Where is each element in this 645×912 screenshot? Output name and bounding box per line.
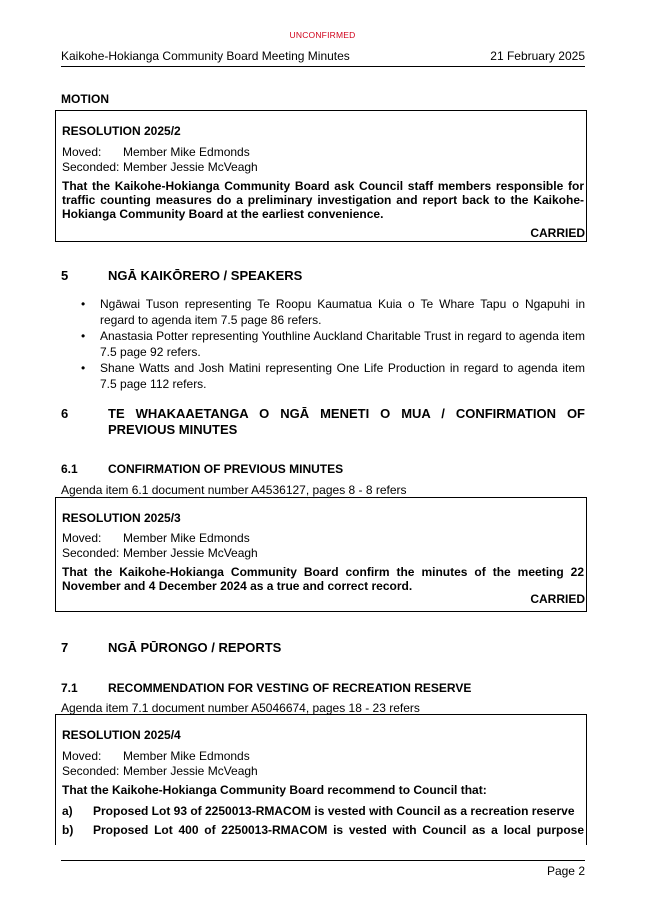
subsection-number: 7.1 [61,681,78,695]
list-item-text: Anastasia Potter representing Youthline Auckland Charitable Trust in regard to agenda item 7.5 page 92 refers. [100,329,585,359]
seconded-row [62,160,258,174]
list-item [61,360,585,392]
moved-row [62,749,250,763]
seconded-label: Seconded: [62,546,120,560]
resolution-text: That the Kaikohe-Hokianga Community Board ask Council staff members responsible for traffic counting measures do a preliminary investigation and report back to the Kaikohe-Hokianga Community Board at the earliest convenience. [62,179,584,221]
moved-by: Member Mike Edmonds [123,531,250,545]
moved-label: Moved: [62,531,102,545]
meeting-date: 21 February 2025 [490,49,585,63]
item-key: a) [62,804,73,818]
agenda-reference: Agenda item 7.1 document number A5046674, pages 18 - 23 refers [61,701,420,715]
resolution-text: That the Kaikohe-Hokianga Community Board confirm the minutes of the meeting 22 November and 4 December 2024 as a true and correct record. [62,565,584,593]
list-item-text: Shane Watts and Josh Matini representing One Life Production in regard to agenda item 7.5 page 112 refers. [100,361,585,391]
section-title: TE WHAKAAETANGA O NGĀ MENETI O MUA / CONFIRMATION OF PREVIOUS MINUTES [108,406,585,437]
moved-by: Member Mike Edmonds [123,749,250,763]
section-number: 5 [61,268,69,283]
subsection-title: CONFIRMATION OF PREVIOUS MINUTES [108,462,344,476]
seconded-by: Member Jessie McVeagh [123,546,258,560]
resolution-number: RESOLUTION 2025/3 [62,511,181,525]
moved-row [62,145,250,159]
subsection-6-1-heading [61,462,343,476]
resolution-outcome: CARRIED [530,226,585,240]
section-title: NGĀ KAIKŌRERO / SPEAKERS [108,268,303,283]
bullet-icon: • [81,361,86,375]
subsection-number: 6.1 [61,462,78,476]
moved-by: Member Mike Edmonds [123,145,250,159]
resolution-box-2025-2 [55,110,587,242]
document-title: Kaikohe-Hokianga Community Board Meeting Minutes [61,49,350,63]
header-divider [61,66,585,67]
seconded-row [62,764,258,778]
resolution-box-2025-4 [55,714,587,845]
resolution-text: That the Kaikohe-Hokianga Community Board recommend to Council that: [62,783,487,797]
section-number: 7 [61,640,69,655]
list-item [61,328,585,360]
page-number: Page 2 [546,864,585,878]
speakers-list [61,296,585,392]
resolution-outcome: CARRIED [530,592,585,606]
resolution-item [62,804,584,818]
list-item-text: Ngāwai Tuson representing Te Roopu Kaumatua Kuia o Te Whare Tapu o Ngapuhi in regard to agenda item 7.5 page 86 refers. [100,297,585,327]
moved-label: Moved: [62,145,102,159]
section-7-heading [61,640,585,656]
bullet-icon: • [81,329,86,343]
item-key: b) [62,823,74,837]
subsection-title: RECOMMENDATION FOR VESTING OF RECREATION RESERVE [108,681,472,695]
seconded-by: Member Jessie McVeagh [123,764,258,778]
resolution-box-2025-3 [55,497,587,612]
resolution-number: RESOLUTION 2025/2 [62,124,181,138]
seconded-row [62,546,258,560]
bullet-icon: • [81,297,86,311]
item-text: Proposed Lot 400 of 2250013-RMACOM is vested with Council as a local purpose [93,823,584,837]
agenda-reference: Agenda item 6.1 document number A4536127, pages 8 - 8 refers [61,483,407,497]
footer-divider [61,860,585,861]
seconded-label: Seconded: [62,764,120,778]
seconded-by: Member Jessie McVeagh [123,160,258,174]
seconded-label: Seconded: [62,160,120,174]
moved-row [62,531,250,545]
moved-label: Moved: [62,749,102,763]
resolution-item [62,823,584,837]
unconfirmed-label: UNCONFIRMED [289,30,356,40]
motion-heading: MOTION [61,92,109,106]
item-text: Proposed Lot 93 of 2250013-RMACOM is vested with Council as a recreation reserve [93,804,575,818]
section-number: 6 [61,406,69,421]
resolution-number: RESOLUTION 2025/4 [62,728,181,742]
section-5-heading [61,268,585,284]
section-6-heading [61,406,585,438]
section-title: NGĀ PŪRONGO / REPORTS [108,640,282,655]
page-header [61,49,585,63]
subsection-7-1-heading [61,681,471,695]
list-item [61,296,585,328]
